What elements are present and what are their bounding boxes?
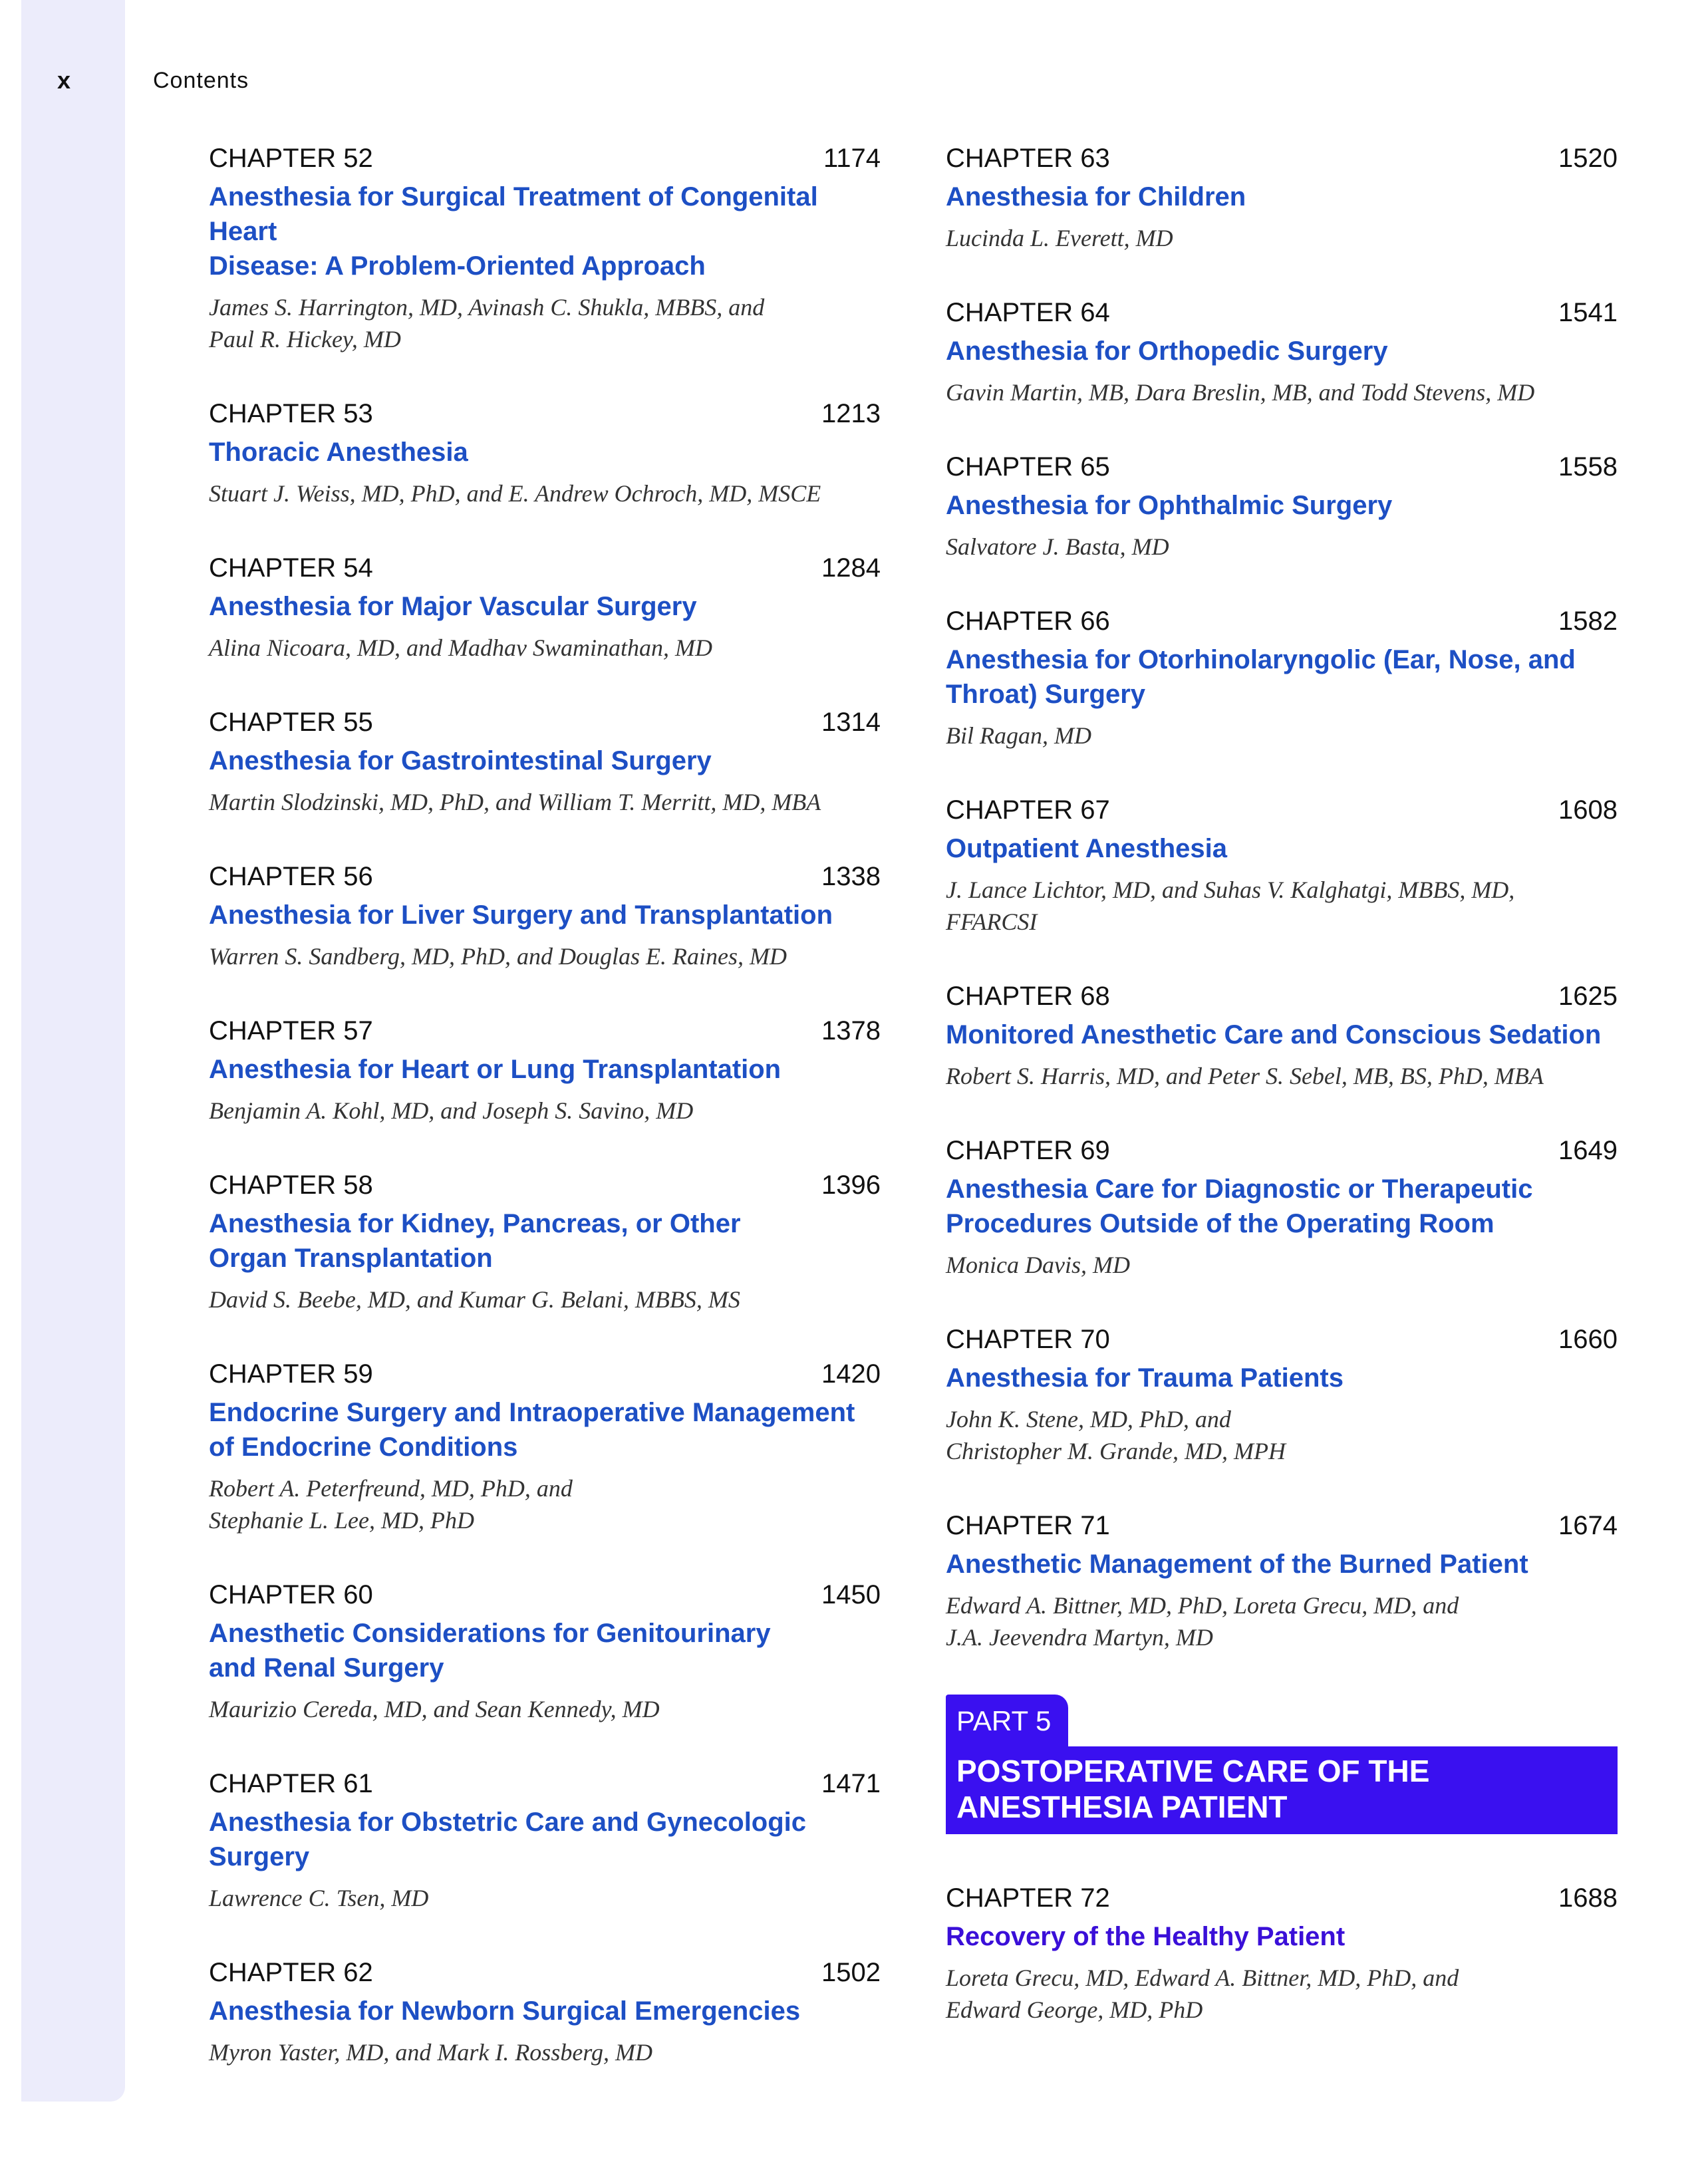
chapter-title-link[interactable]: Anesthesia for Children xyxy=(946,182,1246,211)
chapter-authors: James S. Harrington, MD, Avinash C. Shukla, MBBS, and Paul R. Hickey, MD xyxy=(209,294,765,352)
chapter-title-link[interactable]: Anesthesia for Otorhinolaryngolic (Ear, Nose, and Throat) Surgery xyxy=(946,645,1576,709)
toc-entry[interactable] xyxy=(209,396,881,509)
chapter-number: CHAPTER 54 xyxy=(209,553,373,583)
running-head: Contents xyxy=(153,68,249,93)
toc-left-column xyxy=(209,141,881,2110)
chapter-title-link[interactable]: Anesthesia for Obstetric Care and Gynecologic Surgery xyxy=(209,1808,807,1871)
toc-entry[interactable] xyxy=(209,141,881,355)
chapter-page-number: 1502 xyxy=(821,1958,881,1987)
chapter-authors: Martin Slodzinski, MD, PhD, and William T. Merritt, MD, MBA xyxy=(209,789,821,815)
chapter-title-link[interactable]: Monitored Anesthetic Care and Conscious Sedation xyxy=(946,1020,1602,1049)
chapter-number: CHAPTER 72 xyxy=(946,1883,1110,1913)
toc-entry[interactable] xyxy=(209,1577,881,1725)
chapter-page-number: 1420 xyxy=(821,1359,881,1389)
chapter-page-number: 1378 xyxy=(821,1016,881,1045)
chapter-authors: Lucinda L. Everett, MD xyxy=(946,225,1173,251)
toc-entry[interactable] xyxy=(946,979,1618,1092)
chapter-authors: Salvatore J. Basta, MD xyxy=(946,533,1169,560)
toc-entry[interactable] xyxy=(209,1955,881,2068)
chapter-page-number: 1471 xyxy=(821,1769,881,1798)
toc-entry[interactable] xyxy=(946,793,1618,938)
chapter-authors: Gavin Martin, MB, Dara Breslin, MB, and Todd Stevens, MD xyxy=(946,379,1535,406)
chapter-authors: Edward A. Bittner, MD, PhD, Loreta Grecu, MD, and J.A. Jeevendra Martyn, MD xyxy=(946,1592,1459,1651)
chapter-number: CHAPTER 68 xyxy=(946,982,1110,1011)
chapter-number: CHAPTER 55 xyxy=(209,708,373,737)
chapter-title-link[interactable]: Anesthesia for Liver Surgery and Transplantation xyxy=(209,900,833,930)
toc-right-entries xyxy=(946,141,1618,1653)
chapter-title-link[interactable]: Anesthesia for Surgical Treatment of Congenital Heart Disease: A Problem-Oriented Approach xyxy=(209,182,818,281)
chapter-authors: Myron Yaster, MD, and Mark I. Rossberg, MD xyxy=(209,2039,652,2066)
chapter-number: CHAPTER 65 xyxy=(946,452,1110,481)
chapter-page-number: 1520 xyxy=(1558,144,1618,173)
toc-entry[interactable] xyxy=(209,1014,881,1127)
chapter-number: CHAPTER 67 xyxy=(946,795,1110,825)
chapter-authors: John K. Stene, MD, PhD, and Christopher M. Grande, MD, MPH xyxy=(946,1406,1286,1464)
toc-right-column xyxy=(946,141,1618,2067)
chapter-authors: J. Lance Lichtor, MD, and Suhas V. Kalghatgi, MBBS, MD, FFARCSI xyxy=(946,877,1515,935)
chapter-page-number: 1688 xyxy=(1558,1883,1618,1913)
chapter-number: CHAPTER 52 xyxy=(209,144,373,173)
chapter-number: CHAPTER 62 xyxy=(209,1958,373,1987)
chapter-number: CHAPTER 56 xyxy=(209,862,373,891)
toc-entry[interactable] xyxy=(209,1168,881,1315)
chapter-number: CHAPTER 59 xyxy=(209,1359,373,1389)
toc-entry[interactable] xyxy=(946,141,1618,254)
chapter-authors: Robert S. Harris, MD, and Peter S. Sebel, MB, BS, PhD, MBA xyxy=(946,1063,1544,1089)
chapter-number: CHAPTER 60 xyxy=(209,1580,373,1609)
chapter-authors: Stuart J. Weiss, MD, PhD, and E. Andrew Ochroch, MD, MSCE xyxy=(209,480,821,507)
chapter-authors: Warren S. Sandberg, MD, PhD, and Douglas E. Raines, MD xyxy=(209,943,787,970)
chapter-title-link[interactable]: Anesthesia for Newborn Surgical Emergencies xyxy=(209,1996,801,2026)
chapter-page-number: 1660 xyxy=(1558,1325,1618,1354)
chapter-authors: Alina Nicoara, MD, and Madhav Swaminathan, MD xyxy=(209,634,712,661)
toc-entry[interactable] xyxy=(209,1357,881,1536)
chapter-number: CHAPTER 63 xyxy=(946,144,1110,173)
chapter-number: CHAPTER 69 xyxy=(946,1136,1110,1165)
chapter-title-link[interactable]: Recovery of the Healthy Patient xyxy=(946,1922,1346,1951)
chapter-title-link[interactable]: Anesthesia for Trauma Patients xyxy=(946,1363,1344,1393)
chapter-page-number: 1608 xyxy=(1558,795,1618,825)
chapter-title-link[interactable]: Anesthesia for Gastrointestinal Surgery xyxy=(209,746,712,775)
toc-entry[interactable] xyxy=(209,859,881,972)
chapter-page-number: 1558 xyxy=(1558,452,1618,481)
chapter-number: CHAPTER 70 xyxy=(946,1325,1110,1354)
chapter-page-number: 1213 xyxy=(821,399,881,428)
chapter-authors: Lawrence C. Tsen, MD xyxy=(209,1885,429,1911)
chapter-title-link[interactable]: Anesthesia for Major Vascular Surgery xyxy=(209,592,697,621)
chapter-page-number: 1396 xyxy=(821,1170,881,1200)
chapter-authors: Benjamin A. Kohl, MD, and Joseph S. Savino, MD xyxy=(209,1097,694,1124)
toc-entry[interactable] xyxy=(946,295,1618,408)
chapter-number: CHAPTER 53 xyxy=(209,399,373,428)
toc-entry[interactable] xyxy=(946,1133,1618,1281)
chapter-page-number: 1541 xyxy=(1558,298,1618,327)
chapter-page-number: 1338 xyxy=(821,862,881,891)
chapter-page-number: 1174 xyxy=(823,144,881,173)
part-title: POSTOPERATIVE CARE OF THE ANESTHESIA PATIENT xyxy=(946,1746,1618,1834)
chapter-title-link[interactable]: Anesthesia for Ophthalmic Surgery xyxy=(946,491,1393,520)
chapter-title-link[interactable]: Anesthesia for Orthopedic Surgery xyxy=(946,337,1388,366)
chapter-page-number: 1674 xyxy=(1558,1511,1618,1540)
chapter-title-link[interactable]: Anesthetic Considerations for Genitourinary and Renal Surgery xyxy=(209,1619,771,1683)
chapter-title-link[interactable]: Anesthesia Care for Diagnostic or Therapeutic Procedures Outside of the Operating Room xyxy=(946,1174,1533,1238)
chapter-number: CHAPTER 57 xyxy=(209,1016,373,1045)
chapter-number: CHAPTER 64 xyxy=(946,298,1110,327)
page-number: x xyxy=(57,67,71,94)
part-label: PART 5 xyxy=(946,1695,1068,1746)
part-heading xyxy=(946,1695,1618,1834)
chapter-authors: Bil Ragan, MD xyxy=(946,722,1091,749)
chapter-page-number: 1582 xyxy=(1558,607,1618,636)
toc-entry[interactable] xyxy=(209,1766,881,1914)
chapter-title-link[interactable]: Anesthetic Management of the Burned Patient xyxy=(946,1550,1528,1579)
chapter-number: CHAPTER 66 xyxy=(946,607,1110,636)
chapter-number: CHAPTER 58 xyxy=(209,1170,373,1200)
chapter-authors: Monica Davis, MD xyxy=(946,1252,1130,1278)
toc-entry[interactable] xyxy=(946,604,1618,751)
toc-entry[interactable] xyxy=(946,1881,1618,2026)
page-margin-band xyxy=(21,0,125,2102)
toc-entry[interactable] xyxy=(209,705,881,818)
toc-entry[interactable] xyxy=(946,1322,1618,1467)
chapter-authors: David S. Beebe, MD, and Kumar G. Belani, MBBS, MS xyxy=(209,1286,740,1313)
chapter-page-number: 1450 xyxy=(821,1580,881,1609)
chapter-title-link[interactable]: Anesthesia for Kidney, Pancreas, or Other Organ Transplantation xyxy=(209,1209,741,1273)
toc-entry[interactable] xyxy=(946,1508,1618,1653)
chapter-number: CHAPTER 61 xyxy=(209,1769,373,1798)
chapter-authors: Loreta Grecu, MD, Edward A. Bittner, MD, PhD, and Edward George, MD, PhD xyxy=(946,1965,1459,2023)
chapter-page-number: 1625 xyxy=(1558,982,1618,1011)
chapter-title-link[interactable]: Endocrine Surgery and Intraoperative Management of Endocrine Conditions xyxy=(209,1398,855,1462)
chapter-title-link[interactable]: Anesthesia for Heart or Lung Transplantation xyxy=(209,1055,782,1084)
chapter-title-link[interactable]: Thoracic Anesthesia xyxy=(209,438,468,467)
toc-entry[interactable] xyxy=(209,551,881,664)
chapter-page-number: 1314 xyxy=(821,708,881,737)
chapter-number: CHAPTER 71 xyxy=(946,1511,1110,1540)
chapter-title-link[interactable]: Outpatient Anesthesia xyxy=(946,834,1228,863)
chapter-page-number: 1649 xyxy=(1558,1136,1618,1165)
chapter-page-number: 1284 xyxy=(821,553,881,583)
chapter-authors: Robert A. Peterfreund, MD, PhD, and Stephanie L. Lee, MD, PhD xyxy=(209,1475,573,1534)
chapter-authors: Maurizio Cereda, MD, and Sean Kennedy, MD xyxy=(209,1696,660,1722)
toc-entry[interactable] xyxy=(946,450,1618,563)
